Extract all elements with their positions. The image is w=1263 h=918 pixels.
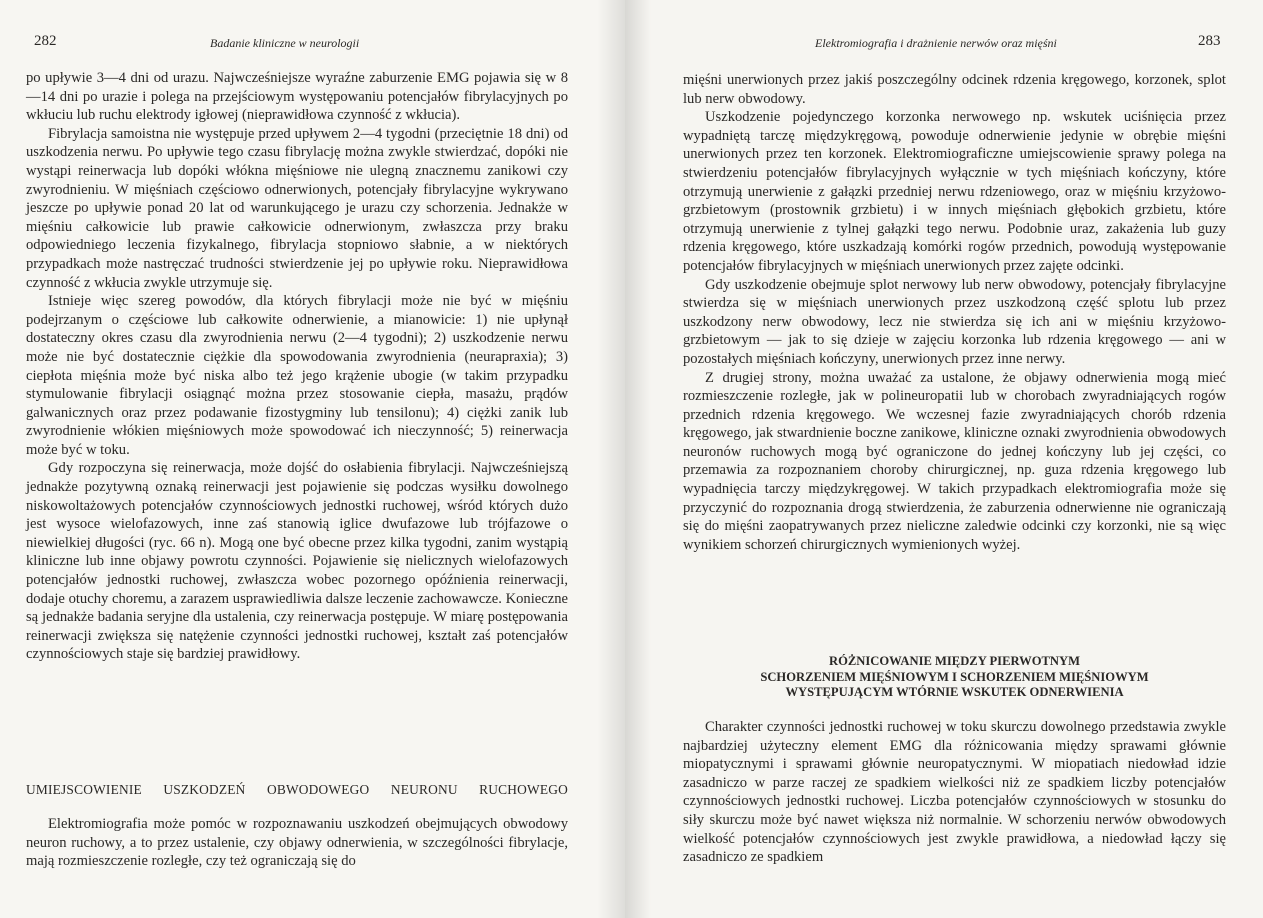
paragraph: Elektromiografia może pomóc w rozpoznawaniu uszkodzeń obejmujących obwodowy neuron ruchowy, a to przez ustalenie, czy objawy odnerwienia, w szczególności fibrylacje, mają rozmieszczenie rozległe, czy też ograniczają się do <box>26 816 568 870</box>
section-heading-line: WYSTĘPUJĄCYM WTÓRNIE WSKUTEK ODNERWIENIA <box>785 685 1124 699</box>
paragraph: Istnieje więc szereg powodów, dla których fibrylacji może nie być w mięśniu podejrzanym o częściowe lub całkowite odnerwienie, a mianowicie: 1) nie upłynął dostateczny okres czasu dla zwyrodnienia nerwu (2—4 tygodni); 2) uszkodzenie nerwu może nie być dostatecznie ciężkie dla spowodowania zwyrodnienia (neurapraxia); 3) ciepłota mięśnia może być niska albo też jego krążenie ubogie (w takim przypadku stymulowanie fibrylacji osiągnąć można przez stosowanie ciepła, masażu, prądów galwanicznych oraz przez podawanie fizostygminy lub tensilonu); 4) ciężki zanik lub zwyrodnienie włókien mięśniowych może spowodować ich nieczynność; 5) reinerwacja może być w toku. <box>26 293 568 458</box>
paragraph: mięśni unerwionych przez jakiś poszczególny odcinek rdzenia kręgowego, korzonek, splot lub nerw obwodowy. <box>683 72 1226 107</box>
left-running-title: Badanie kliniczne w neurologii <box>210 36 360 50</box>
paragraph: Gdy rozpoczyna się reinerwacja, może dojść do osłabienia fibrylacji. Najwcześniejszą jednakże pozytywną oznaką reinerwacji jest pojawienie się podczas wysiłku dowolnego niskowoltażowych potencjałów czynnościowych jednostki ruchowej, wśród których dużo jest wysoce wielofazowych, inne zaś stanowią iglice dwufazowe lub trójfazowe o niewielkiej długości (ryc. 66 n). Mogą one być obecne przez kilka tygodni, zanim wystąpią kliniczne lub inne objawy powrotu czynności. Pojawienie się nielicznych wielofazowych potencjałów jednostki ruchowej, zwłaszcza wobec pozornego opóźnienia reinerwacji, dodaje otuchy choremu, a zarazem usprawiedliwia dalsze leczenie zachowawcze. Konieczne są jednakże badania seryjne dla ustalenia, czy reinerwacja postępuje. W miarę postępowania reinerwacji zwiększa się natężenie czynności jednostki ruchowej, kształt zaś potencjałów czynnościowych staje się bardziej prawidłowy. <box>26 460 568 663</box>
right-running-title: Elektromiografia i drażnienie nerwów oraz mięśni <box>815 36 1057 50</box>
paragraph: Fibrylacja samoistna nie występuje przed upływem 2—4 tygodni (przeciętnie 18 dni) od uszkodzenia nerwu. Po upływie tego czasu fibrylację można zwykle stwierdzać, dopóki nie wystąpi reinerwacja lub dopóki włókna mięśniowe nie ulegną znacznemu zanikowi czy zwyrodnieniu. W mięśniach częściowo odnerwionych, potencjały fibrylacyjne wykrywano jeszcze po upływie ponad 20 lat od warunkującego je urazu czy schorzenia. Jednakże w mięśniu całkowicie lub prawie całkowicie odnerwionym, zwłaszcza przy braku odpowiedniego leczenia fizykalnego, fibrylacja stopniowo słabnie, a w niektórych przypadkach może nastręczać trudności stwierdzenie jej po upływie roku. Nieprawidłowa czynność z wkłucia zwykle utrzymuje się. <box>26 125 568 291</box>
section-heading-line: SCHORZENIEM MIĘŚNIOWYM I SCHORZENIEM MIĘŚNIOWYM <box>760 669 1149 684</box>
paragraph: po upływie 3—4 dni od urazu. Najwcześniejsze wyraźne zaburzenie EMG pojawia się w 8—14 dni po urazie i polega na przejściowym występowaniu potencjałów fibrylacyjnych po wkłuciu lub ruchu elektrody igłowej (nieprawidłowa czynność z wkłucia). <box>26 70 568 124</box>
section-heading-line: RÓŻNICOWANIE MIĘDZY PIERWOTNYM <box>829 654 1080 668</box>
right-page-number: 283 <box>1198 33 1221 49</box>
paragraph: Gdy uszkodzenie obejmuje splot nerwowy lub nerw obwodowy, potencjały fibrylacyjne stwierdza się w mięśniach unerwionych przez uszkodzoną część splotu lub przez uszkodzony nerw obwodowy, lecz nie stwierdza się ich ani w mięśniu krzyżowo-grzbietowym — jak to się dzieje w zajęciu korzonka lub rdzenia kręgowego — ani w pozostałych mięśniach kończyny, unerwionych przez inne nerwy. <box>683 276 1226 367</box>
left-body-text <box>26 69 568 664</box>
right-body-text <box>683 71 1226 554</box>
section-heading: UMIEJSCOWIENIE USZKODZEŃ OBWODOWEGO NEURONU RUCHOWEGO <box>26 782 568 797</box>
section-heading <box>683 654 1226 701</box>
paragraph: Z drugiej strony, można uważać za ustalone, że objawy odnerwienia mogą mieć rozmieszczenie rozległe, jak w polineuropatii lub w chorobach zwyradniających rogów przednich rdzenia kręgowego. We wczesnej fazie zwyradniających chorób rdzenia kręgowego, jak stwardnienie boczne zanikowe, kliniczne oznaki zwyrodnienia obwodowych neuronów ruchowych mogą być ograniczone do jednej kończyny lub jej części, co przemawia za rozpoznaniem choroby chirurgicznej, np. guza rdzenia kręgowego lub wypadnięcia tarczy międzykręgowej. W takich przypadkach elektromiografia może się przyczynić do rozpoznania drogą stwierdzenia, że zaburzenia odnerwienne nie ograniczają się do mięśni zaopatrywanych przez nieliczne zaledwie odcinki czy korzonki, nie są więc wynikiem schorzeń chirurgicznych wymienionych wyżej. <box>683 369 1226 553</box>
right-section-text <box>683 718 1226 867</box>
paragraph: Charakter czynności jednostki ruchowej w toku skurczu dowolnego przedstawia zwykle najbardziej użyteczny element EMG dla różnicowania między sprawami głównie miopatycznymi i sprawami głównie neuropatycznymi. W miopatiach niedowład idzie zasadniczo w parze raczej ze spadkiem wielkości niż ze spadkiem liczby potencjałów czynnościowych jednostki ruchowej. Liczba potencjałów czynnościowych w stosunku do siły skurczu może być nawet większa niż normalnie. W schorzeniu nerwów obwodowych wielkość potencjałów czynnościowych jest zwykle prawidłowa, a niedowład łączy się zasadniczo ze spadkiem <box>683 719 1226 866</box>
left-section-text <box>26 815 568 871</box>
gutter-shadow <box>625 0 651 918</box>
left-page-number: 282 <box>34 33 57 49</box>
gutter-shadow <box>597 0 625 918</box>
paragraph: Uszkodzenie pojedynczego korzonka nerwowego np. wskutek uciśnięcia przez wypadniętą tarczę międzykręgową, powoduje odnerwienie jedynie w obrębie mięśni unerwionych przez ten korzonek. Elektromiograficzne umiejscowienie sprawy polega na stwierdzeniu potencjałów fibrylacyjnych wyłącznie w tych mięśniach kończyny, które otrzymują unerwienie z gałązki przedniej nerwu rdzeniowego, oraz w mięśniu krzyżowo-grzbietowym (prostownik grzbietu) i w innych mięśniach głębokich grzbietu, które otrzymują unerwienie z tylnej gałązki tego nerwu. Podobnie uraz, zakażenia lub guzy rdzenia kręgowego, które uszkadzają komórki rogów przednich, powodują występowanie potencjałów fibrylacyjnych w mięśniach unerwionych przez zajęte odcinki. <box>683 109 1226 274</box>
